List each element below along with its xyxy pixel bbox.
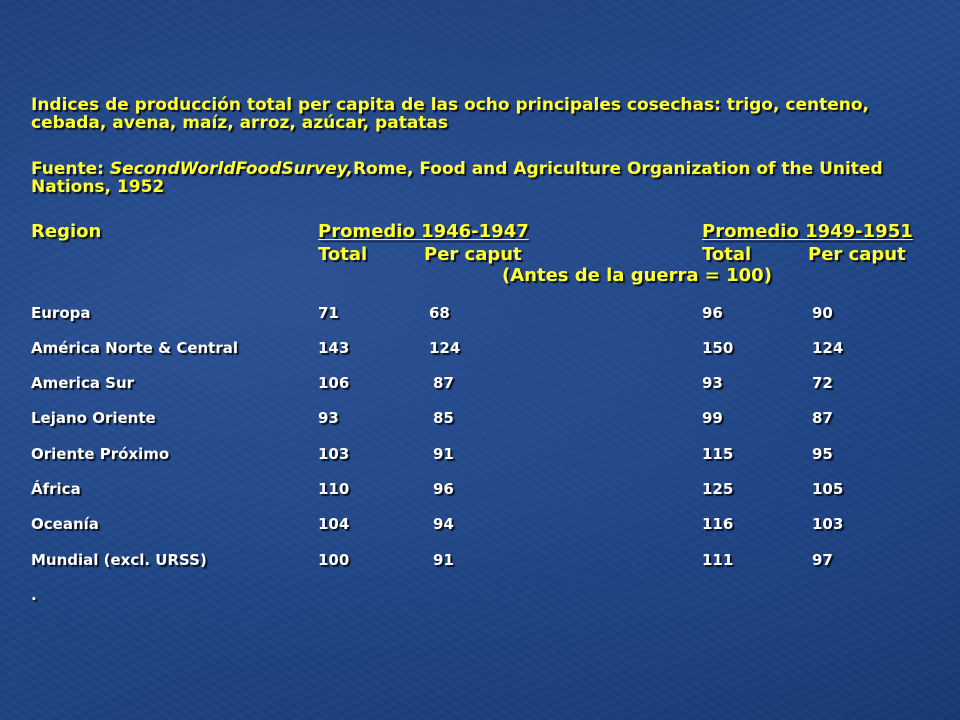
row-region: Oceanía — [31, 515, 99, 533]
row-total-2: 115 — [702, 445, 734, 463]
source-rest: Rome, Food and Agriculture Organization of the United Nations, 1952 — [31, 159, 883, 197]
row-total-2: 99 — [702, 409, 723, 427]
row-region: África — [31, 480, 81, 498]
row-percaput-2: 72 — [812, 374, 833, 392]
row-percaput-1: 94 — [433, 515, 454, 533]
row-percaput-1: 85 — [433, 409, 454, 427]
header-period-1949-1951: Promedio 1949-1951 — [702, 221, 913, 242]
row-percaput-2: 87 — [812, 409, 833, 427]
row-total-2: 150 — [702, 339, 734, 357]
row-total-2: 116 — [702, 515, 734, 533]
header-percaput-1: Per caput — [424, 244, 522, 265]
header-total-1: Total — [318, 244, 368, 265]
row-total-2: 111 — [702, 551, 734, 569]
row-total-2: 125 — [702, 480, 734, 498]
header-base-note: (Antes de la guerra = 100) — [502, 265, 772, 286]
row-percaput-1: 68 — [429, 304, 450, 322]
header-period-1946-1947: Promedio 1946-1947 — [318, 221, 529, 242]
trailing-period: . — [31, 586, 37, 604]
row-region: América Norte & Central — [31, 339, 239, 357]
intro-title: Indices de producción total per capita de las ocho principales cosechas: trigo, centeno, cebada, avena, maíz, arroz, azúcar, patatas — [31, 95, 869, 133]
source-title: SecondWorldFoodSurvey, — [109, 159, 353, 179]
row-percaput-1: 91 — [433, 551, 454, 569]
source-prefix: Fuente: — [31, 159, 110, 179]
row-percaput-2: 105 — [812, 480, 844, 498]
row-percaput-2: 103 — [812, 515, 844, 533]
row-region: Oriente Próximo — [31, 445, 170, 463]
header-percaput-2: Per caput — [808, 244, 906, 265]
row-total-2: 93 — [702, 374, 723, 392]
row-total-1: 106 — [318, 374, 350, 392]
row-total-2: 96 — [702, 304, 723, 322]
row-total-1: 71 — [318, 304, 339, 322]
row-percaput-1: 91 — [433, 445, 454, 463]
header-total-2: Total — [702, 244, 752, 265]
row-region: America Sur — [31, 374, 135, 392]
row-total-1: 100 — [318, 551, 350, 569]
row-percaput-1: 124 — [429, 339, 461, 357]
row-total-1: 104 — [318, 515, 350, 533]
row-percaput-2: 124 — [812, 339, 844, 357]
row-percaput-1: 96 — [433, 480, 454, 498]
row-region: Europa — [31, 304, 91, 322]
row-percaput-1: 87 — [433, 374, 454, 392]
row-percaput-2: 95 — [812, 445, 833, 463]
row-percaput-2: 90 — [812, 304, 833, 322]
row-region: Lejano Oriente — [31, 409, 156, 427]
source-citation — [31, 160, 931, 196]
row-total-1: 143 — [318, 339, 350, 357]
row-total-1: 93 — [318, 409, 339, 427]
header-region: Region — [31, 221, 102, 242]
row-total-1: 103 — [318, 445, 350, 463]
row-region: Mundial (excl. URSS) — [31, 551, 207, 569]
row-percaput-2: 97 — [812, 551, 833, 569]
row-total-1: 110 — [318, 480, 350, 498]
